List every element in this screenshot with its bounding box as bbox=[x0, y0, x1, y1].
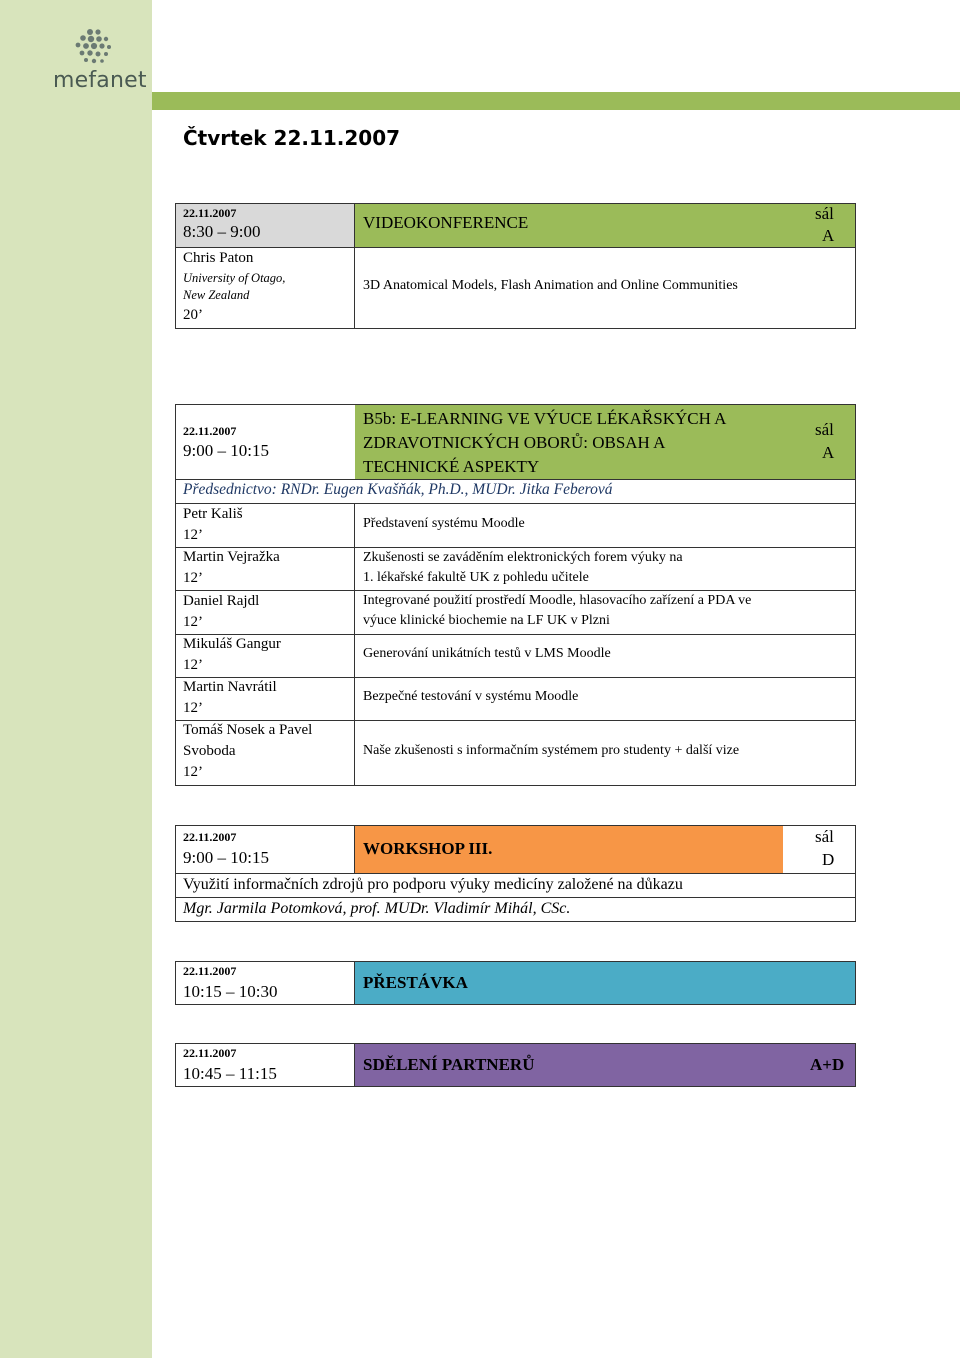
session-title: VIDEOKONFERENCE bbox=[363, 213, 529, 232]
speaker-name: Svoboda bbox=[183, 743, 236, 759]
talk-title: Integrované použití prostředí Moodle, hlasovacího zařízení a PDA ve bbox=[363, 593, 752, 608]
room-label: sál bbox=[815, 204, 834, 223]
speaker-affiliation: New Zealand bbox=[183, 288, 250, 302]
session-date: 22.11.2007 bbox=[183, 830, 237, 844]
talk-title: Představení systému Moodle bbox=[363, 516, 525, 531]
speaker-name: Martin Vejražka bbox=[183, 549, 280, 565]
session-title: SDĚLENÍ PARTNERŮ bbox=[363, 1055, 535, 1074]
workshop-subtitle: Využití informačních zdrojů pro podporu výuky medicíny založené na důkazu bbox=[183, 876, 683, 893]
session-time: 10:15 – 10:30 bbox=[183, 982, 278, 1001]
header-band bbox=[152, 92, 960, 110]
room-name: A bbox=[822, 443, 835, 462]
logo-dots-icon bbox=[68, 28, 118, 70]
session-date: 22.11.2007 bbox=[183, 206, 237, 220]
talk-title: Bezpečné testování v systému Moodle bbox=[363, 689, 579, 704]
talk-title: Zkušenosti se zaváděním elektronických forem výuky na bbox=[363, 550, 683, 565]
session-title-line: B5b: E-LEARNING VE VÝUCE LÉKAŘSKÝCH A bbox=[363, 409, 727, 428]
room-label: sál bbox=[815, 827, 834, 846]
speaker-name: Chris Paton bbox=[183, 250, 254, 266]
session-time: 10:45 – 11:15 bbox=[183, 1064, 277, 1083]
talk-duration: 20’ bbox=[183, 307, 203, 323]
speaker-name: Petr Kališ bbox=[183, 506, 243, 522]
room-name: A bbox=[822, 226, 835, 245]
speaker-name: Tomáš Nosek a Pavel bbox=[183, 722, 313, 738]
session-title bbox=[363, 407, 783, 479]
session-title: WORKSHOP III. bbox=[363, 839, 493, 858]
session-date: 22.11.2007 bbox=[183, 424, 237, 438]
room-label: sál bbox=[815, 420, 834, 439]
speaker-affiliation: University of Otago, bbox=[183, 271, 286, 285]
talk-duration: 12’ bbox=[183, 657, 203, 673]
speaker-name: Mikuláš Gangur bbox=[183, 636, 281, 652]
session-title-line: ZDRAVOTNICKÝCH OBORŮ: OBSAH A bbox=[363, 433, 666, 452]
talk-duration: 12’ bbox=[183, 700, 203, 716]
speaker-name: Daniel Rajdl bbox=[183, 593, 260, 609]
talk-title: 3D Anatomical Models, Flash Animation and Online Communities bbox=[363, 278, 738, 293]
talk-duration: 12’ bbox=[183, 764, 203, 780]
talk-title: Generování unikátních testů v LMS Moodle bbox=[363, 646, 611, 661]
session-time: 9:00 – 10:15 bbox=[183, 848, 269, 867]
talk-title: výuce klinické biochemie na LF UK v Plzni bbox=[363, 613, 610, 628]
talk-title: 1. lékařské fakultě UK z pohledu učitele bbox=[363, 570, 589, 585]
sidebar-band bbox=[0, 0, 152, 1358]
logo-text: mefanet bbox=[53, 68, 147, 93]
talk-duration: 12’ bbox=[183, 527, 203, 543]
talk-duration: 12’ bbox=[183, 614, 203, 630]
talk-duration: 12’ bbox=[183, 570, 203, 586]
page-title: Čtvrtek 22.11.2007 bbox=[183, 126, 401, 150]
session-time: 8:30 – 9:00 bbox=[183, 222, 261, 241]
speaker-name: Martin Navrátil bbox=[183, 679, 277, 695]
session-chair: Předsednictvo: RNDr. Eugen Kvašňák, Ph.D., MUDr. Jitka Feberová bbox=[183, 481, 613, 498]
session-time: 9:00 – 10:15 bbox=[183, 441, 269, 460]
session-date: 22.11.2007 bbox=[183, 1046, 237, 1060]
session-date: 22.11.2007 bbox=[183, 964, 237, 978]
room-name: D bbox=[822, 850, 835, 869]
room-name: A+D bbox=[810, 1055, 845, 1074]
workshop-presenters: Mgr. Jarmila Potomková, prof. MUDr. Vladimír Mihál, CSc. bbox=[183, 900, 571, 917]
session-title: PŘESTÁVKA bbox=[363, 973, 468, 992]
talk-title: Naše zkušenosti s informačním systémem pro studenty + další vize bbox=[363, 743, 740, 758]
mefanet-logo bbox=[50, 28, 147, 98]
session-title-line: TECHNICKÉ ASPEKTY bbox=[363, 457, 540, 476]
